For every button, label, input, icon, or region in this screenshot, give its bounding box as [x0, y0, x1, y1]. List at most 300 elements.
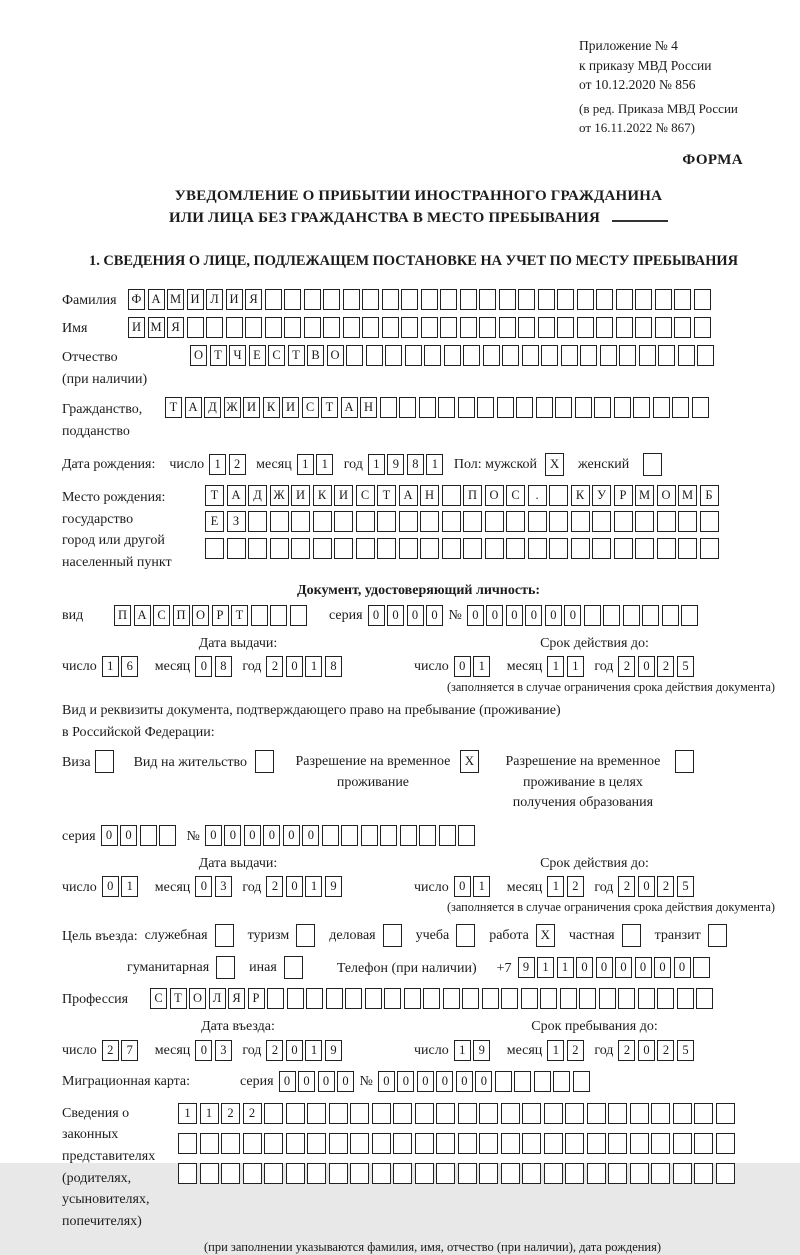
char-cell[interactable]: 2: [567, 1040, 584, 1061]
char-cell[interactable]: [673, 1103, 692, 1124]
char-cell[interactable]: [616, 317, 633, 338]
purpose-private-checkbox[interactable]: [622, 924, 641, 947]
char-cell[interactable]: [442, 485, 461, 506]
char-cell[interactable]: [655, 289, 672, 310]
char-cell[interactable]: [614, 511, 633, 532]
char-cell[interactable]: А: [399, 485, 418, 506]
char-cell[interactable]: [400, 825, 417, 846]
char-cell[interactable]: [577, 317, 594, 338]
char-cell[interactable]: [630, 1133, 649, 1154]
char-cell[interactable]: 0: [101, 825, 118, 846]
char-cell[interactable]: [673, 1133, 692, 1154]
char-cell[interactable]: 8: [215, 656, 232, 677]
char-cell[interactable]: [614, 538, 633, 559]
char-cell[interactable]: [350, 1163, 369, 1184]
char-cell[interactable]: [516, 397, 533, 418]
char-cell[interactable]: [657, 988, 674, 1009]
char-cell[interactable]: 0: [638, 656, 655, 677]
char-cell[interactable]: [501, 1103, 520, 1124]
char-cell[interactable]: [592, 511, 611, 532]
char-cell[interactable]: [356, 511, 375, 532]
char-cell[interactable]: [561, 345, 578, 366]
char-cell[interactable]: [651, 1163, 670, 1184]
char-cell[interactable]: [436, 1103, 455, 1124]
char-cell[interactable]: [506, 511, 525, 532]
char-cell[interactable]: 1: [297, 454, 314, 475]
char-cell[interactable]: 8: [407, 454, 424, 475]
char-cell[interactable]: [580, 345, 597, 366]
char-cell[interactable]: 0: [368, 605, 385, 626]
char-cell[interactable]: Т: [165, 397, 182, 418]
purpose-tourism-checkbox[interactable]: [296, 924, 315, 947]
char-cell[interactable]: [440, 289, 457, 310]
char-cell[interactable]: [600, 345, 617, 366]
char-cell[interactable]: 0: [426, 605, 443, 626]
char-cell[interactable]: [592, 538, 611, 559]
char-cell[interactable]: [540, 988, 557, 1009]
char-cell[interactable]: Н: [360, 397, 377, 418]
char-cell[interactable]: [270, 511, 289, 532]
char-cell[interactable]: 1: [368, 454, 385, 475]
char-cell[interactable]: [419, 825, 436, 846]
char-cell[interactable]: [501, 1163, 520, 1184]
char-cell[interactable]: [584, 605, 601, 626]
residence-permit-checkbox[interactable]: [255, 750, 274, 773]
char-cell[interactable]: А: [185, 397, 202, 418]
char-cell[interactable]: 0: [417, 1071, 434, 1092]
char-cell[interactable]: 6: [121, 656, 138, 677]
char-cell[interactable]: [291, 511, 310, 532]
char-cell[interactable]: .: [528, 485, 547, 506]
char-cell[interactable]: 0: [195, 656, 212, 677]
char-cell[interactable]: 0: [279, 1071, 296, 1092]
char-cell[interactable]: 9: [387, 454, 404, 475]
char-cell[interactable]: А: [148, 289, 165, 310]
char-cell[interactable]: [343, 289, 360, 310]
char-cell[interactable]: [555, 397, 572, 418]
char-cell[interactable]: [264, 1163, 283, 1184]
char-cell[interactable]: Р: [248, 988, 265, 1009]
char-cell[interactable]: 0: [120, 825, 137, 846]
char-cell[interactable]: [415, 1133, 434, 1154]
char-cell[interactable]: 0: [635, 957, 652, 978]
char-cell[interactable]: 0: [486, 605, 503, 626]
char-cell[interactable]: М: [635, 485, 654, 506]
char-cell[interactable]: [380, 825, 397, 846]
char-cell[interactable]: 8: [325, 656, 342, 677]
char-cell[interactable]: [623, 605, 640, 626]
char-cell[interactable]: [658, 345, 675, 366]
char-cell[interactable]: [306, 988, 323, 1009]
char-cell[interactable]: 2: [266, 656, 283, 677]
char-cell[interactable]: 0: [337, 1071, 354, 1092]
char-cell[interactable]: [424, 345, 441, 366]
char-cell[interactable]: О: [190, 345, 207, 366]
char-cell[interactable]: [716, 1163, 735, 1184]
char-cell[interactable]: [458, 397, 475, 418]
char-cell[interactable]: 5: [677, 656, 694, 677]
char-cell[interactable]: [479, 1163, 498, 1184]
char-cell[interactable]: В: [307, 345, 324, 366]
char-cell[interactable]: [639, 345, 656, 366]
char-cell[interactable]: [630, 1103, 649, 1124]
char-cell[interactable]: [385, 345, 402, 366]
char-cell[interactable]: [549, 485, 568, 506]
char-cell[interactable]: [404, 988, 421, 1009]
char-cell[interactable]: Ф: [128, 289, 145, 310]
char-cell[interactable]: [651, 1103, 670, 1124]
char-cell[interactable]: 0: [286, 1040, 303, 1061]
char-cell[interactable]: [291, 538, 310, 559]
char-cell[interactable]: [362, 317, 379, 338]
char-cell[interactable]: 0: [654, 957, 671, 978]
char-cell[interactable]: 1: [473, 656, 490, 677]
char-cell[interactable]: [286, 1163, 305, 1184]
char-cell[interactable]: [377, 538, 396, 559]
char-cell[interactable]: [463, 345, 480, 366]
char-cell[interactable]: О: [485, 485, 504, 506]
char-cell[interactable]: [479, 317, 496, 338]
char-cell[interactable]: [716, 1133, 735, 1154]
char-cell[interactable]: [681, 605, 698, 626]
char-cell[interactable]: [286, 1133, 305, 1154]
char-cell[interactable]: [549, 538, 568, 559]
char-cell[interactable]: [393, 1103, 412, 1124]
char-cell[interactable]: 2: [102, 1040, 119, 1061]
char-cell[interactable]: 0: [467, 605, 484, 626]
char-cell[interactable]: [700, 538, 719, 559]
temp-residence-checkbox[interactable]: X: [460, 750, 479, 773]
char-cell[interactable]: 1: [316, 454, 333, 475]
char-cell[interactable]: [334, 538, 353, 559]
char-cell[interactable]: [415, 1163, 434, 1184]
char-cell[interactable]: Ж: [224, 397, 241, 418]
char-cell[interactable]: С: [506, 485, 525, 506]
char-cell[interactable]: А: [134, 605, 151, 626]
char-cell[interactable]: [521, 988, 538, 1009]
char-cell[interactable]: [694, 1163, 713, 1184]
char-cell[interactable]: [536, 397, 553, 418]
char-cell[interactable]: [442, 538, 461, 559]
char-cell[interactable]: К: [313, 485, 332, 506]
char-cell[interactable]: [587, 1133, 606, 1154]
char-cell[interactable]: [419, 397, 436, 418]
char-cell[interactable]: 0: [195, 876, 212, 897]
char-cell[interactable]: [502, 345, 519, 366]
char-cell[interactable]: Б: [700, 485, 719, 506]
purpose-humanitarian-checkbox[interactable]: [216, 956, 235, 979]
char-cell[interactable]: [329, 1133, 348, 1154]
char-cell[interactable]: К: [263, 397, 280, 418]
char-cell[interactable]: [323, 289, 340, 310]
char-cell[interactable]: [693, 957, 710, 978]
char-cell[interactable]: Е: [205, 511, 224, 532]
char-cell[interactable]: [616, 289, 633, 310]
char-cell[interactable]: [657, 511, 676, 532]
char-cell[interactable]: [522, 1133, 541, 1154]
char-cell[interactable]: [499, 317, 516, 338]
char-cell[interactable]: 1: [567, 656, 584, 677]
char-cell[interactable]: [200, 1163, 219, 1184]
char-cell[interactable]: [313, 511, 332, 532]
char-cell[interactable]: И: [291, 485, 310, 506]
char-cell[interactable]: М: [167, 289, 184, 310]
char-cell[interactable]: [565, 1163, 584, 1184]
purpose-business-checkbox[interactable]: [383, 924, 402, 947]
char-cell[interactable]: [372, 1103, 391, 1124]
char-cell[interactable]: [248, 511, 267, 532]
char-cell[interactable]: [635, 538, 654, 559]
char-cell[interactable]: [304, 317, 321, 338]
purpose-official-checkbox[interactable]: [215, 924, 234, 947]
char-cell[interactable]: [514, 1071, 531, 1092]
char-cell[interactable]: [206, 317, 223, 338]
char-cell[interactable]: П: [173, 605, 190, 626]
char-cell[interactable]: [635, 289, 652, 310]
char-cell[interactable]: 0: [638, 1040, 655, 1061]
char-cell[interactable]: [560, 988, 577, 1009]
char-cell[interactable]: [587, 1163, 606, 1184]
char-cell[interactable]: [672, 397, 689, 418]
char-cell[interactable]: И: [226, 289, 243, 310]
char-cell[interactable]: [200, 1133, 219, 1154]
char-cell[interactable]: [399, 538, 418, 559]
char-cell[interactable]: [420, 538, 439, 559]
char-cell[interactable]: [243, 1133, 262, 1154]
char-cell[interactable]: 3: [215, 1040, 232, 1061]
char-cell[interactable]: П: [463, 485, 482, 506]
char-cell[interactable]: [497, 397, 514, 418]
char-cell[interactable]: [382, 317, 399, 338]
char-cell[interactable]: Д: [248, 485, 267, 506]
char-cell[interactable]: Ж: [270, 485, 289, 506]
purpose-study-checkbox[interactable]: [456, 924, 475, 947]
char-cell[interactable]: 1: [305, 876, 322, 897]
char-cell[interactable]: К: [571, 485, 590, 506]
char-cell[interactable]: [594, 397, 611, 418]
char-cell[interactable]: [372, 1163, 391, 1184]
char-cell[interactable]: [603, 605, 620, 626]
char-cell[interactable]: 2: [243, 1103, 262, 1124]
char-cell[interactable]: И: [282, 397, 299, 418]
char-cell[interactable]: 2: [229, 454, 246, 475]
char-cell[interactable]: [678, 345, 695, 366]
char-cell[interactable]: [462, 988, 479, 1009]
char-cell[interactable]: [618, 988, 635, 1009]
char-cell[interactable]: З: [227, 511, 246, 532]
char-cell[interactable]: О: [327, 345, 344, 366]
char-cell[interactable]: [575, 397, 592, 418]
char-cell[interactable]: [372, 1133, 391, 1154]
char-cell[interactable]: [501, 988, 518, 1009]
char-cell[interactable]: [463, 538, 482, 559]
char-cell[interactable]: 0: [407, 605, 424, 626]
char-cell[interactable]: [614, 397, 631, 418]
char-cell[interactable]: [635, 511, 654, 532]
char-cell[interactable]: 2: [618, 656, 635, 677]
char-cell[interactable]: [322, 825, 339, 846]
char-cell[interactable]: [677, 988, 694, 1009]
char-cell[interactable]: [674, 289, 691, 310]
char-cell[interactable]: [436, 1163, 455, 1184]
char-cell[interactable]: [334, 511, 353, 532]
char-cell[interactable]: [477, 397, 494, 418]
char-cell[interactable]: [140, 825, 157, 846]
char-cell[interactable]: [227, 538, 246, 559]
char-cell[interactable]: 0: [615, 957, 632, 978]
char-cell[interactable]: Т: [321, 397, 338, 418]
char-cell[interactable]: [694, 289, 711, 310]
char-cell[interactable]: [662, 605, 679, 626]
char-cell[interactable]: [420, 511, 439, 532]
char-cell[interactable]: [248, 538, 267, 559]
char-cell[interactable]: 0: [525, 605, 542, 626]
char-cell[interactable]: [341, 825, 358, 846]
char-cell[interactable]: 1: [473, 876, 490, 897]
char-cell[interactable]: С: [150, 988, 167, 1009]
char-cell[interactable]: [350, 1103, 369, 1124]
char-cell[interactable]: [557, 289, 574, 310]
char-cell[interactable]: 0: [286, 656, 303, 677]
char-cell[interactable]: [382, 289, 399, 310]
char-cell[interactable]: 0: [506, 605, 523, 626]
char-cell[interactable]: [479, 1133, 498, 1154]
char-cell[interactable]: [243, 1163, 262, 1184]
char-cell[interactable]: [178, 1133, 197, 1154]
char-cell[interactable]: [596, 289, 613, 310]
char-cell[interactable]: [538, 317, 555, 338]
char-cell[interactable]: 1: [547, 876, 564, 897]
char-cell[interactable]: [415, 1103, 434, 1124]
char-cell[interactable]: Т: [205, 485, 224, 506]
char-cell[interactable]: [700, 511, 719, 532]
char-cell[interactable]: [444, 345, 461, 366]
char-cell[interactable]: [458, 825, 475, 846]
char-cell[interactable]: [264, 1133, 283, 1154]
char-cell[interactable]: [678, 538, 697, 559]
char-cell[interactable]: [380, 397, 397, 418]
char-cell[interactable]: [697, 345, 714, 366]
char-cell[interactable]: [329, 1103, 348, 1124]
char-cell[interactable]: [565, 1133, 584, 1154]
char-cell[interactable]: 0: [263, 825, 280, 846]
temp-residence-education-checkbox[interactable]: [675, 750, 694, 773]
char-cell[interactable]: [159, 825, 176, 846]
char-cell[interactable]: [221, 1163, 240, 1184]
char-cell[interactable]: Л: [209, 988, 226, 1009]
char-cell[interactable]: [323, 317, 340, 338]
char-cell[interactable]: [393, 1133, 412, 1154]
char-cell[interactable]: 0: [318, 1071, 335, 1092]
char-cell[interactable]: [549, 511, 568, 532]
char-cell[interactable]: [287, 988, 304, 1009]
char-cell[interactable]: [522, 345, 539, 366]
char-cell[interactable]: [265, 317, 282, 338]
char-cell[interactable]: [284, 317, 301, 338]
char-cell[interactable]: 1: [547, 1040, 564, 1061]
char-cell[interactable]: 0: [454, 876, 471, 897]
char-cell[interactable]: Я: [245, 289, 262, 310]
char-cell[interactable]: Т: [210, 345, 227, 366]
char-cell[interactable]: [608, 1163, 627, 1184]
char-cell[interactable]: [696, 988, 713, 1009]
char-cell[interactable]: [443, 988, 460, 1009]
char-cell[interactable]: О: [657, 485, 676, 506]
char-cell[interactable]: [638, 988, 655, 1009]
char-cell[interactable]: [501, 1133, 520, 1154]
char-cell[interactable]: [178, 1163, 197, 1184]
char-cell[interactable]: [499, 289, 516, 310]
char-cell[interactable]: И: [187, 289, 204, 310]
char-cell[interactable]: [377, 511, 396, 532]
char-cell[interactable]: 9: [473, 1040, 490, 1061]
char-cell[interactable]: 5: [677, 1040, 694, 1061]
char-cell[interactable]: Н: [420, 485, 439, 506]
char-cell[interactable]: [653, 397, 670, 418]
char-cell[interactable]: [421, 289, 438, 310]
char-cell[interactable]: [290, 605, 307, 626]
char-cell[interactable]: [399, 511, 418, 532]
char-cell[interactable]: [694, 317, 711, 338]
char-cell[interactable]: 1: [102, 656, 119, 677]
char-cell[interactable]: [571, 511, 590, 532]
char-cell[interactable]: 2: [657, 1040, 674, 1061]
char-cell[interactable]: [694, 1103, 713, 1124]
char-cell[interactable]: [439, 825, 456, 846]
char-cell[interactable]: [399, 397, 416, 418]
char-cell[interactable]: [587, 1103, 606, 1124]
char-cell[interactable]: [577, 289, 594, 310]
char-cell[interactable]: 2: [618, 1040, 635, 1061]
char-cell[interactable]: [573, 1071, 590, 1092]
char-cell[interactable]: [651, 1133, 670, 1154]
char-cell[interactable]: М: [148, 317, 165, 338]
char-cell[interactable]: Т: [377, 485, 396, 506]
char-cell[interactable]: [356, 538, 375, 559]
char-cell[interactable]: [436, 1133, 455, 1154]
char-cell[interactable]: [692, 397, 709, 418]
char-cell[interactable]: [544, 1163, 563, 1184]
char-cell[interactable]: [460, 289, 477, 310]
char-cell[interactable]: [267, 988, 284, 1009]
char-cell[interactable]: [264, 1103, 283, 1124]
char-cell[interactable]: [522, 1163, 541, 1184]
title-blank-line[interactable]: [612, 220, 668, 222]
char-cell[interactable]: 0: [102, 876, 119, 897]
char-cell[interactable]: 0: [456, 1071, 473, 1092]
char-cell[interactable]: [463, 511, 482, 532]
char-cell[interactable]: 0: [436, 1071, 453, 1092]
char-cell[interactable]: 1: [305, 656, 322, 677]
char-cell[interactable]: [245, 317, 262, 338]
char-cell[interactable]: [350, 1133, 369, 1154]
char-cell[interactable]: 1: [305, 1040, 322, 1061]
char-cell[interactable]: [329, 1163, 348, 1184]
char-cell[interactable]: [635, 317, 652, 338]
char-cell[interactable]: 1: [178, 1103, 197, 1124]
char-cell[interactable]: [485, 538, 504, 559]
char-cell[interactable]: 7: [121, 1040, 138, 1061]
char-cell[interactable]: 0: [302, 825, 319, 846]
char-cell[interactable]: [251, 605, 268, 626]
char-cell[interactable]: У: [592, 485, 611, 506]
char-cell[interactable]: [579, 988, 596, 1009]
char-cell[interactable]: [608, 1133, 627, 1154]
char-cell[interactable]: Р: [614, 485, 633, 506]
char-cell[interactable]: [541, 345, 558, 366]
char-cell[interactable]: 5: [677, 876, 694, 897]
char-cell[interactable]: [226, 317, 243, 338]
